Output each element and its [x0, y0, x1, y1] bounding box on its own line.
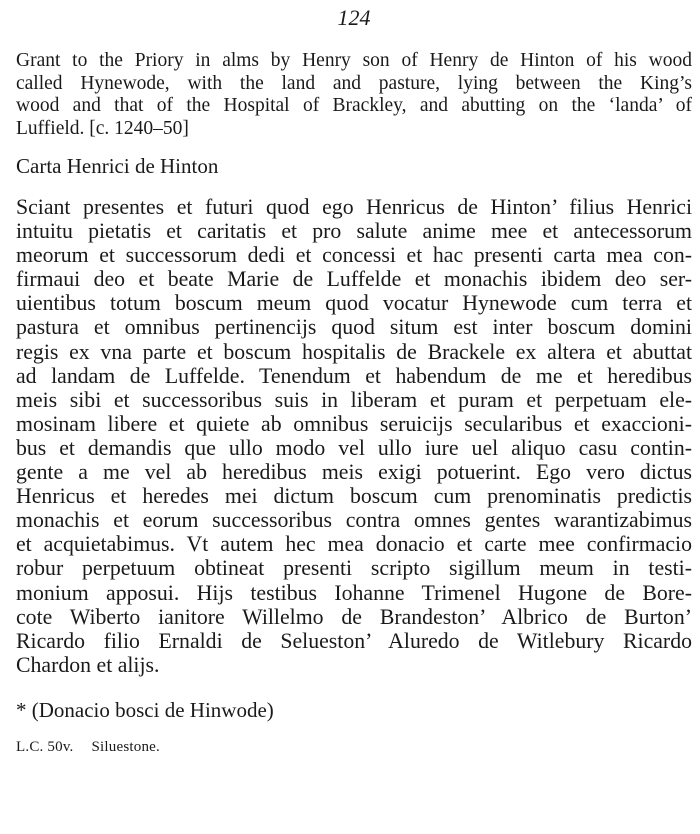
charter-line: Henricus et heredes mei dictum boscum cum prenominatis predictis [16, 484, 692, 509]
page-number: 124 [337, 5, 371, 30]
charter-line: cote Wiberto ianitore Willelmo de Brandeston’ Albrico de Burton’ [16, 604, 692, 629]
charter-line: robur perpetuum obtineat presenti scripto sigillum meum in testi- [16, 556, 692, 581]
folio-reference: L.C. 50v. [16, 738, 74, 755]
charter-line: et acquietabimus. Vt autem hec mea donacio et carte mee confirmacio [16, 532, 692, 557]
charter-heading: Carta Henrici de Hinton [16, 154, 219, 178]
charter-line: uientibus totum boscum meum quod vocatur Hynewode cum terra et [16, 291, 692, 316]
charter-line: ad landam de Luffelde. Tenendum et habendum de me et heredibus [16, 363, 692, 388]
charter-line: monium apposui. Hijs testibus Iohanne Trimenel Hugone de Bore- [16, 580, 692, 605]
charter-line: mosinam libere et quiete ab omnibus seruicijs secularibus et exaccioni- [16, 411, 692, 436]
charter-line: gente a me vel ab heredibus meis exigi potuerint. Ego vero dictus [16, 460, 692, 485]
charter-line: intuitu pietatis et caritatis et pro salute anime mee et antecessorum [16, 219, 692, 244]
document-page [16, 0, 692, 756]
charter-line: meis sibi et successoribus suis in liberam et puram et perpetuam ele- [16, 387, 692, 412]
charter-line: monachis et eorum successoribus contra omnes gentes warantizabimus [16, 508, 692, 533]
summary-line: called Hynewode, with the land and pasture, lying between the King’s [16, 72, 692, 94]
summary-line: wood and that of the Hospital of Brackley, and abutting on the ‘landa’ of [16, 95, 692, 116]
rubric-note: * (Donacio bosci de Hinwode) [16, 697, 274, 722]
summary-line: Grant to the Priory in alms by Henry son of Henry de Hinton of his wood [16, 50, 692, 71]
charter-line: bus et demandis que ullo modo vel ullo iure uel aliquo casu contin- [16, 435, 692, 460]
charter-line: firmaui deo et beate Marie de Luffelde et monachis ibidem deo ser- [16, 267, 692, 292]
charter-text [16, 195, 692, 677]
charter-line: regis ex vna parte et boscum hospitalis de Brackele ex altera et abuttat [16, 339, 692, 364]
source-reference [16, 738, 692, 756]
charter-line: pastura et omnibus pertinencijs quod situm est inter boscum domini [16, 315, 692, 340]
charter-line: Sciant presentes et futuri quod ego Henricus de Hinton’ filius Henrici [16, 195, 692, 219]
place-reference: Siluestone. [91, 738, 160, 755]
charter-summary [16, 50, 692, 140]
summary-line: Luffield. [c. 1240–50] [16, 117, 189, 139]
charter-line: Chardon et alijs. [16, 652, 160, 677]
charter-line: meorum et successorum dedi et concessi et hac presenti carta mea con- [16, 243, 692, 268]
charter-line: Ricardo filio Ernaldi de Selueston’ Aluredo de Witlebury Ricardo [16, 628, 692, 653]
